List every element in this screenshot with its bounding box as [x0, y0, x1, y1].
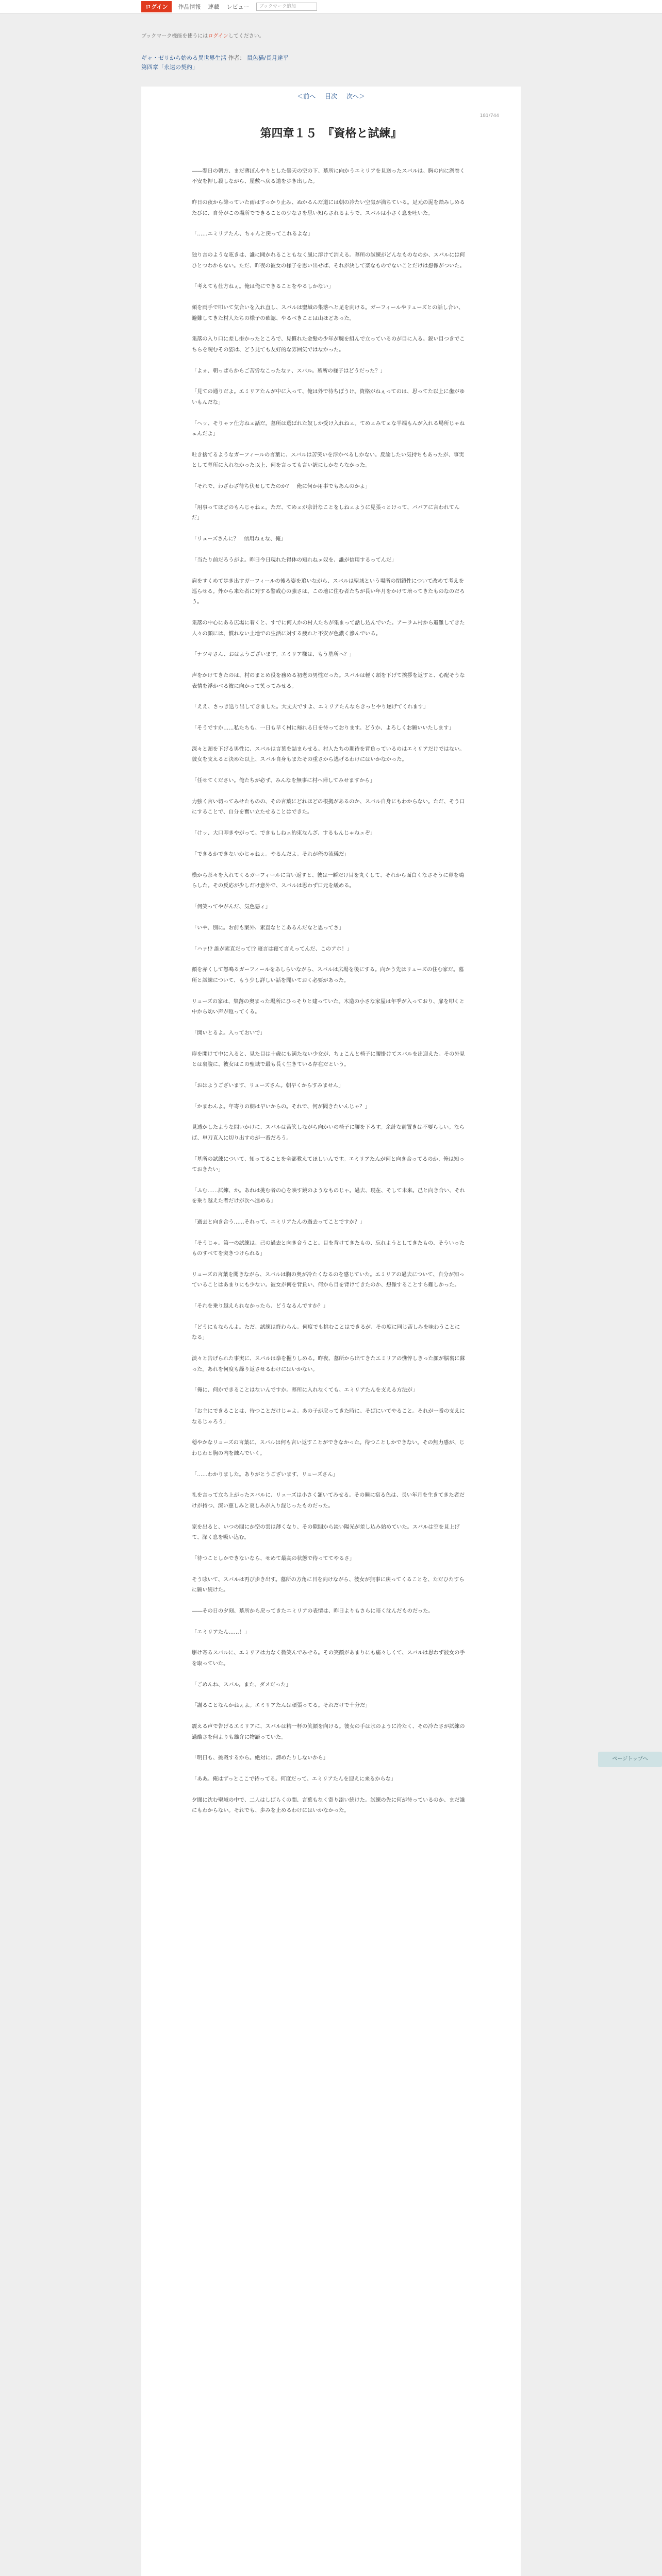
author-label: 作者： [228, 55, 245, 61]
novel-paragraph: 力強く言い切ってみせたものの、その言葉にどれほどの根拠があるのか、スバル自身にもわからない。ただ、そう口にすることで、自分を奮い立たせることはできた。 [192, 799, 465, 816]
novel-paragraph: 「任せてください。俺たちが必ず、みんなを無事に村へ帰してみせますから」 [192, 778, 375, 784]
novel-paragraph: 「ハァ!? 誰が素直だって!? 寝言は寝て言えってんだ、このアホ！」 [192, 946, 352, 952]
novel-paragraph: 「過去と向き合う……それって、エミリアたんの過去ってことですか？」 [192, 1219, 365, 1226]
login-notice-link[interactable]: ログイン [208, 33, 228, 39]
novel-paragraph: 「……エミリアたん、ちゃんと戻ってこれるよな」 [192, 231, 313, 238]
novel-paragraph: 「リューズさんに？ 信用ねぇな、俺」 [192, 536, 286, 543]
novel-paragraph: 「……わかりました。ありがとうございます、リューズさん」 [192, 1471, 338, 1478]
novel-paragraph: 「それを乗り越えられなかったら、どうなるんですか？」 [192, 1303, 328, 1310]
novel-paragraph: 「へッ、そりゃァ仕方ねェ話だ。墓所は選ばれた奴しか受け入れねェ。てめェみてェな半端もんが入れる場所じゃねェんだよ」 [192, 420, 465, 437]
chapter-title: 第四章１５ 『資格と試練』 [260, 127, 402, 140]
top-navigation-bar [0, 0, 662, 13]
novel-paragraph: 肩をすくめて歩き出すガーフィールの後ろ姿を追いながら、スバルは聖域という場所の閉鎖性について改めて考えを巡らせる。外から来た者に対する警戒心の強さは、この地に住む者たちが長い年月をかけて培ってきたものなのだろう。 [192, 578, 465, 605]
author-link[interactable]: 鼠色猫/長月達平 [247, 55, 289, 61]
novel-paragraph: 「そうですか……私たちも、一日も早く村に帰れる日を待っております。どうか、よろしくお願いいたします」 [192, 725, 454, 732]
novel-body [192, 166, 465, 1827]
novel-paragraph: 震える声で告げるエミリアに、スバルは精一杯の笑顔を向ける。彼女の手は氷のように冷たく、その冷たさが試練の過酷さを何よりも雄弁に物語っていた。 [192, 1724, 465, 1740]
novel-paragraph: 集落の入り口に差し掛かったところで、見慣れた金髪の少年が腕を組んで立っているのが目に入る。鋭い目つきでこちらを睨むその姿は、どう見ても友好的な雰囲気ではなかった。 [192, 336, 465, 353]
novel-paragraph: 家を出ると、いつの間にか空の雲は薄くなり、その隙間から淡い陽光が差し込み始めていた。スバルは空を見上げて、深く息を吸い込む。 [192, 1524, 460, 1541]
login-notice [141, 33, 521, 40]
novel-paragraph: 淡々と告げられた事実に、スバルは拳を握りしめる。昨夜、墓所から出てきたエミリアの憔悴しきった顔が脳裏に蘇った。あれを何度も繰り返させるわけにはいかない。 [192, 1356, 465, 1372]
novel-paragraph: ――翌日の朝方、まだ薄ぼんやりとした曇天の空の下、墓所に向かうエミリアを見送ったスバルは、胸の内に渦巻く不安を押し殺しながら、屋敷へ戻る道を歩き出した。 [192, 168, 465, 185]
novel-paragraph: 「ごめんね、スバル。また、ダメだった」 [192, 1682, 291, 1688]
novel-paragraph: 見透かしたような問いかけに、スバルは苦笑しながら向かいの椅子に腰を下ろす。余計な前置きは不要らしい。ならば、単刀直入に切り出すのが一番だろう。 [192, 1125, 465, 1141]
login-notice-prefix: ブックマーク機能を使うには [141, 33, 208, 39]
nav-link-serial[interactable]: 連載 [208, 3, 220, 10]
novel-paragraph: 横から茶々を入れてくるガーフィールに言い返すと、彼は一瞬だけ目を丸くして、それから面白くなさそうに鼻を鳴らした。その反応が少しだけ意外で、スバルは思わず口元を緩める。 [192, 872, 465, 889]
novel-paragraph: 礼を言って立ち上がったスバルに、リューズは小さく頷いてみせる。その瞳に宿る色は、長い年月を生きてきた者だけが持つ、深い慈しみと哀しみが入り混じったものだった。 [192, 1493, 465, 1509]
novel-paragraph: 顔を赤くして怒鳴るガーフィールをあしらいながら、スバルは広場を後にする。向かう先はリューズの住む家だ。墓所と試練について、もう少し詳しい話を聞いておく必要があった。 [192, 967, 464, 984]
novel-paragraph: 駆け寄るスバルに、エミリアは力なく微笑んでみせる。その笑顔があまりにも痛々しくて、スバルは思わず彼女の手を取っていた。 [192, 1650, 465, 1667]
top-navigation-inner [141, 1, 317, 12]
series-info [141, 54, 521, 72]
nav-link-review[interactable]: レビュー [226, 3, 250, 10]
arc-title: 第四章「永遠の契約」 [141, 64, 198, 71]
novel-paragraph: 「俺に、何かできることはないんですか。墓所に入れなくても、エミリアたんを支える方法が」 [192, 1387, 418, 1394]
novel-paragraph: 「見ての通りだよ。エミリアたんが中に入って、俺は外で待ちぼうけ。資格がねぇってのは、思ってた以上に歯がゆいもんだな」 [192, 389, 465, 405]
novel-paragraph: リューズの家は、集落の奥まった場所にひっそりと建っていた。木造の小さな家屋は年季が入っており、扉を叩くと中から幼い声が返ってくる。 [192, 998, 465, 1015]
novel-paragraph: 「おはようございます、リューズさん。朝早くからすみません」 [192, 1082, 344, 1089]
novel-paragraph: 集落の中心にある広場に着くと、すでに何人かの村人たちが集まって話し込んでいた。アーラム村から避難してきた人々の顔には、慣れない土地での生活に対する疲れと不安が色濃く滲んでいる。 [192, 620, 465, 637]
novel-paragraph: 「ナツキさん、おはようございます。エミリア様は、もう墓所へ？」 [192, 652, 355, 658]
toc-link[interactable]: 目次 [324, 93, 337, 100]
nav-link-info[interactable]: 作品情報 [178, 3, 201, 10]
novel-paragraph: 頬を両手で叩いて気合いを入れ直し、スバルは聖域の集落へと足を向ける。ガーフィールやリューズとの話し合い、避難してきた村人たちの様子の確認、やるべきことは山ほどあった。 [192, 305, 464, 321]
novel-paragraph: 独り言のような呟きは、誰に聞かれることもなく風に溶けて消える。墓所の試練がどんなものなのか、スバルには何ひとつわからない。ただ、昨夜の彼女の様子を思い出せば、それが決して楽なものでないことだけは想像がついた。 [192, 252, 465, 269]
novel-paragraph: 「開いとるよ。入っておいで」 [192, 1030, 266, 1036]
novel-paragraph: リューズの言葉を聞きながら、スバルは胸の奥が冷たくなるのを感じていた。エミリアの過去について、自分が知っていることはあまりにも少ない。彼女が何を背負い、何から目を背けてきたのか、想像することすら難しかった。 [192, 1272, 465, 1289]
novel-paragraph: 深々と頭を下げる男性に、スバルは言葉を詰まらせる。村人たちの期待を背負っているのはエミリアだけではない。彼女を支えると決めた以上、スバル自身もまたその重さから逃げるわけにはいかなかった。 [192, 747, 465, 763]
series-title-row [141, 54, 521, 63]
novel-paragraph: 「墓所の試練について、知ってることを全部教えてほしいんです。エミリアたんが何と向き合ってるのか、俺は知っておきたい」 [192, 1156, 465, 1173]
novel-paragraph: 「できるかできないかじゃねぇ。やるんだよ。それが俺の流儀だ」 [192, 852, 350, 858]
login-notice-suffix: してください。 [228, 33, 264, 39]
novel-paragraph: 「お主にできることは、待つことだけじゃよ。あの子が戻ってきた時に、そばにいてやること。それが一番の支えになるじゃろう」 [192, 1409, 465, 1425]
novel-paragraph: 吐き捨てるようなガーフィールの言葉に、スバルは苦笑いを浮かべるしかない。反論したい気持ちもあったが、事実として墓所に入れなかった以上、何を言っても言い訳にしかならなかった。 [192, 452, 465, 469]
novel-paragraph: 声をかけてきたのは、村のまとめ役を務める初老の男性だった。スバルは軽く頭を下げて挨拶を返すと、心配そうな表情を浮かべる彼に向かって笑ってみせる。 [192, 673, 465, 689]
novel-paragraph: 「ええ、さっき送り出してきました。大丈夫ですよ、エミリアたんならきっとやり遂げてくれます」 [192, 704, 429, 710]
bookmark-search-input[interactable]: ブックマーク追加 [256, 3, 317, 11]
series-title-link[interactable]: ギャ・ゼリから始める異世界生活 [141, 55, 226, 61]
chapter-content-panel [141, 87, 521, 2576]
novel-paragraph: 「どうにもならんよ。ただ、試練は終わらん。何度でも挑むことはできるが、その度に同じ苦しみを味わうことになる」 [192, 1325, 460, 1341]
novel-paragraph: ――その日の夕刻、墓所から戻ってきたエミリアの表情は、昨日よりもさらに暗く沈んだものだった。 [192, 1608, 434, 1614]
page-top-button[interactable]: ページトップへ [598, 1752, 662, 1767]
novel-paragraph: 「待つことしかできないなら、せめて最高の状態で待っててやるさ」 [192, 1555, 355, 1562]
novel-paragraph: 「かまわんよ。年寄りの朝は早いからの。それで、何が聞きたいんじゃ？」 [192, 1104, 370, 1110]
novel-paragraph: 「謝ることなんかねぇよ。エミリアたんは頑張ってる。それだけで十分だ」 [192, 1703, 371, 1709]
chapter-counter: 181/744 [479, 113, 499, 118]
novel-paragraph: 「それで、わざわざ待ち伏せしてたのか？ 俺に何か用事でもあんのかよ」 [192, 484, 371, 490]
novel-paragraph: 「エミリアたん……！」 [192, 1629, 250, 1635]
novel-paragraph: 「よォ、朝っぱらからご苦労なこったなァ、スバル。墓所の様子はどうだった？」 [192, 368, 386, 374]
novel-paragraph: 「いや、別に。お前も案外、素直なとこあるんだなと思ってさ」 [192, 925, 344, 931]
novel-paragraph: 「考えても仕方ねぇ。俺は俺にできることをやるしかない」 [192, 284, 334, 290]
novel-paragraph: 「用事ってほどのもんじゃねェ。ただ、てめェが余計なことをしねェように見張っとけって、ババアに言われてんだ」 [192, 504, 460, 521]
next-chapter-link[interactable]: 次へ＞ [346, 93, 365, 100]
novel-paragraph: そう呟いて、スバルは再び歩き出す。墓所の方角に目を向けながら、彼女が無事に戻ってくることを、ただひたすらに願い続けた。 [192, 1577, 465, 1594]
novel-paragraph: 穏やかなリューズの言葉に、スバルは何も言い返すことができなかった。待つことしかできない。その無力感が、じわじわと胸の内を蝕んでいく。 [192, 1440, 465, 1456]
novel-paragraph: 「ふむ……試練、か。あれは挑む者の心を映す鏡のようなものじゃ。過去、現在、そして未来。己と向き合い、それを乗り越えた者だけが次へ進める」 [192, 1188, 465, 1205]
novel-paragraph: 「そうじゃ。第一の試練は、己の過去と向き合うこと。目を背けてきたもの、忘れようとしてきたもの、そういったものすべてを突きつけられる」 [192, 1240, 465, 1257]
novel-paragraph: 昨日の夜から降っていた雨はすっかり止み、ぬかるんだ道には朝の冷たい空気が満ちている。足元の泥を踏みしめるたびに、自分がこの場所でできることの少なさを思い知らされるようで、スバルは小さく息を吐いた。 [192, 200, 465, 216]
novel-paragraph: 「当たり前だろうがよ。昨日今日現れた得体の知れねェ奴を、誰が信用するってんだ」 [192, 557, 397, 563]
novel-paragraph: 「けッ、大口叩きやがって。できもしねェ約束なんざ、するもんじゃねェぞ」 [192, 831, 375, 837]
novel-paragraph: 「明日も、挑戦するから。絶対に、諦めたりしないから」 [192, 1755, 328, 1761]
chapter-pager [141, 93, 521, 100]
novel-paragraph: 「ああ。俺はずっとここで待ってる。何度だって、エミリアたんを迎えに来るからな」 [192, 1776, 396, 1783]
login-button[interactable]: ログイン [141, 1, 172, 12]
novel-paragraph: 夕闇に沈む聖域の中で、二人はしばらくの間、言葉もなく寄り添い続けた。試練の先に何が待っているのか、まだ誰にもわからない。それでも、歩みを止めるわけにはいかなかった。 [192, 1798, 465, 1814]
prev-chapter-link[interactable]: ＜前へ [297, 93, 316, 100]
novel-paragraph: 扉を開けて中に入ると、見た目は十歳にも満たない少女が、ちょこんと椅子に腰掛けてスバルを出迎えた。その外見とは裏腹に、彼女はこの聖域で最も長く生きている存在だという。 [192, 1051, 465, 1068]
novel-paragraph: 「何笑ってやがんだ、気色悪ィ」 [192, 904, 271, 910]
